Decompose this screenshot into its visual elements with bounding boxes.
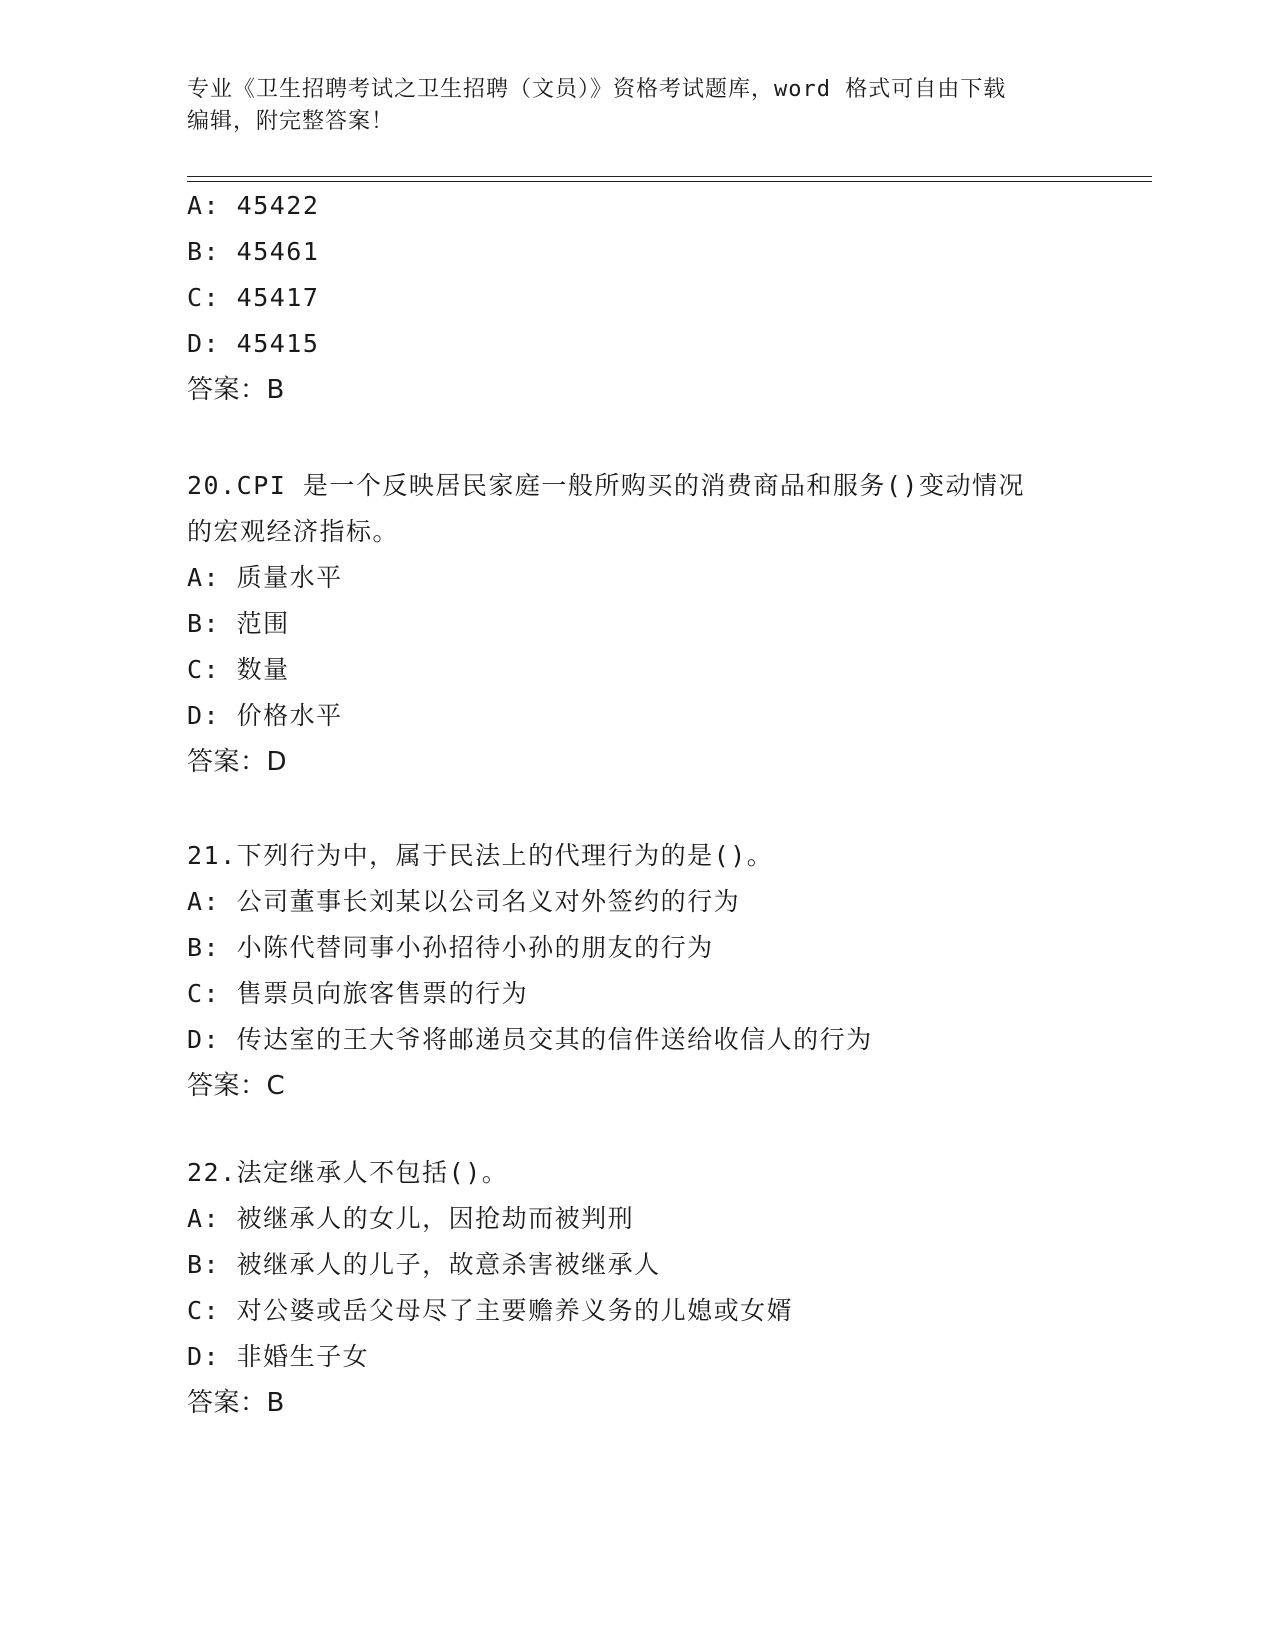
- option-a: A: 质量水平: [187, 563, 343, 592]
- option-a: A: 被继承人的女儿，因抢劫而被判刑: [187, 1204, 635, 1233]
- header-divider-bottom: [187, 181, 1152, 182]
- option-d: D: 非婚生子女: [187, 1342, 370, 1371]
- option-b: B: 45461: [187, 237, 320, 266]
- header-line-1: 专业《卫生招聘考试之卫生招聘（文员）》资格考试题库，word 格式可自由下载: [187, 77, 1007, 102]
- header-line-2: 编辑，附完整答案！: [187, 109, 395, 134]
- option-b: B: 范围: [187, 609, 290, 638]
- option-a: A: 公司董事长刘某以公司名义对外签约的行为: [187, 887, 741, 916]
- option-c: C: 售票员向旅客售票的行为: [187, 979, 529, 1008]
- answer-line: 答案：B: [187, 1388, 285, 1418]
- question-21: [187, 833, 1087, 1109]
- option-c: C: 45417: [187, 283, 320, 312]
- answer-line: 答案：B: [187, 375, 285, 405]
- answer-line: 答案：D: [187, 747, 288, 777]
- option-a: A: 45422: [187, 191, 320, 220]
- question-stem-line: 的宏观经济指标。: [187, 517, 400, 546]
- option-d: D: 45415: [187, 329, 320, 358]
- option-c: C: 对公婆或岳父母尽了主要赡养义务的儿媳或女婿: [187, 1296, 794, 1325]
- option-d: D: 传达室的王大爷将邮递员交其的信件送给收信人的行为: [187, 1025, 873, 1054]
- question-stem-line: 21.下列行为中，属于民法上的代理行为的是()。: [187, 841, 774, 870]
- option-b: B: 被继承人的儿子，故意杀害被继承人: [187, 1250, 661, 1279]
- question-22: [187, 1150, 1087, 1426]
- answer-line: 答案：C: [187, 1071, 286, 1101]
- prev-question-block: [187, 183, 1087, 413]
- option-d: D: 价格水平: [187, 701, 343, 730]
- option-c: C: 数量: [187, 655, 290, 684]
- question-20: [187, 463, 1087, 785]
- document-header: [187, 74, 1087, 138]
- question-stem-line: 20.CPI 是一个反映居民家庭一般所购买的消费商品和服务()变动情况: [187, 471, 1025, 500]
- header-divider-top: [187, 176, 1152, 177]
- question-stem-line: 22.法定继承人不包括()。: [187, 1158, 509, 1187]
- option-b: B: 小陈代替同事小孙招待小孙的朋友的行为: [187, 933, 714, 962]
